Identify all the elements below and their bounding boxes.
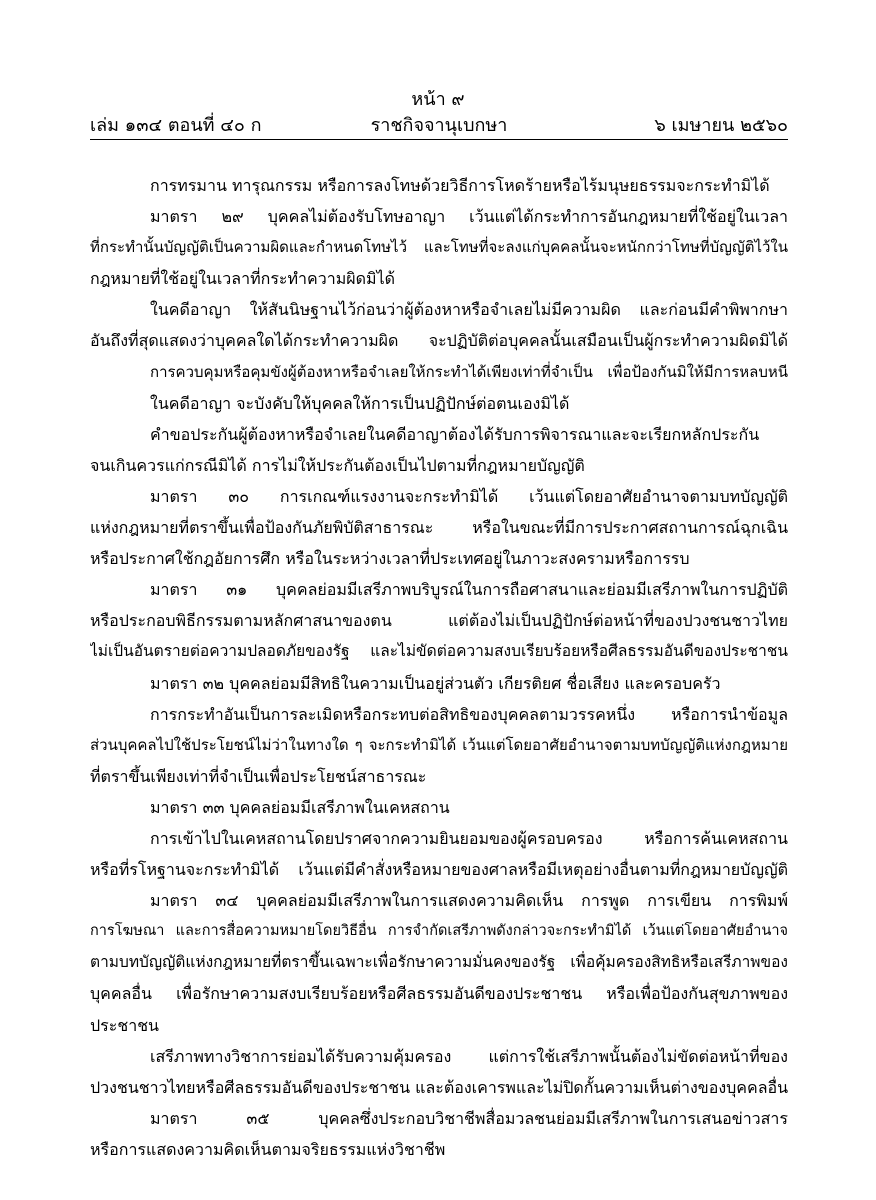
text-line: เสรีภาพทางวิชาการย่อมได้รับความคุ้มครอง แต่การใช้เสรีภาพนั้นต้องไม่ขัดต่อหน้าที่ของ bbox=[150, 1046, 788, 1066]
issue-date: ๖ เมษายน ๒๕๖๐ bbox=[654, 115, 788, 136]
text-line: ในคดีอาญา ให้สันนิษฐานไว้ก่อนว่าผู้ต้องหาหรือจำเลยไม่มีความผิด และก่อนมีคำพิพากษา bbox=[150, 300, 788, 320]
text-line: ตามบทบัญญัติแห่งกฎหมายที่ตราขึ้นเฉพาะเพื่อรักษาความมั่นคงของรัฐ เพื่อคุ้มครองสิทธิหรือเสรีภาพของ bbox=[90, 953, 788, 972]
volume-issue: เล่ม ๑๓๔ ตอนที่ ๔๐ ก bbox=[90, 115, 262, 136]
text-line: บุคคลอื่น เพื่อรักษาความสงบเรียบร้อยหรือศีลธรรมอันดีของประชาชน หรือเพื่อป้องกันสุขภาพของ bbox=[90, 984, 788, 1004]
text-line: หรือประกอบพิธีกรรมตามหลักศาสนาของตน แต่ต้องไม่เป็นปฏิปักษ์ต่อหน้าที่ของปวงชนชาวไทย bbox=[90, 611, 788, 631]
text-line: หรือที่รโหฐานจะกระทำมิได้ เว้นแต่มีคำสั่งหรือหมายของศาลหรือมีเหตุอย่างอื่นตามที่กฎหมายบัญญัติ bbox=[90, 860, 788, 880]
text-line: การโฆษณา และการสื่อความหมายโดยวิธีอื่น การจำกัดเสรีภาพดังกล่าวจะกระทำมิได้ เว้นแต่โดยอาศัยอำนาจ bbox=[90, 923, 788, 940]
text-line: หรือประกาศใช้กฎอัยการศึก หรือในระหว่างเวลาที่ประเทศอยู่ในภาวะสงครามหรือการรบ bbox=[90, 549, 690, 569]
text-line: หรือการแสดงความคิดเห็นตามจริยธรรมแห่งวิชาชีพ bbox=[90, 1139, 446, 1159]
text-line: การเข้าไปในเคหสถานโดยปราศจากความยินยอมของผู้ครอบครอง หรือการค้นเคหสถาน bbox=[150, 828, 788, 848]
section-line: มาตรา ๓๐ การเกณฑ์แรงงานจะกระทำมิได้ เว้นแต่โดยอาศัยอำนาจตามบทบัญญัติ bbox=[150, 486, 788, 506]
gazette-title: ราชกิจจานุเบกษา bbox=[370, 115, 508, 136]
text-line: ไม่เป็นอันตรายต่อความปลอดภัยของรัฐ และไม่ขัดต่อความสงบเรียบร้อยหรือศีลธรรมอันดีของประชาชน bbox=[90, 642, 788, 661]
section-line: มาตรา ๓๕ บุคคลซึ่งประกอบวิชาชีพสื่อมวลชนย่อมมีเสรีภาพในการเสนอข่าวสาร bbox=[150, 1108, 788, 1128]
running-header bbox=[90, 114, 788, 138]
text-line: แห่งกฎหมายที่ตราขึ้นเพื่อป้องกันภัยพิบัติสาธารณะ หรือในขณะที่มีการประกาศสถานการณ์ฉุกเฉิน bbox=[90, 518, 788, 538]
text-line: ที่ตราขึ้นเพียงเท่าที่จำเป็นเพื่อประโยชน์สาธารณะ bbox=[90, 766, 427, 786]
text-line: ประชาชน bbox=[90, 1015, 159, 1035]
section-line: มาตรา ๓๑ บุคคลย่อมมีเสรีภาพบริบูรณ์ในการถือศาสนาและย่อมมีเสรีภาพในการปฏิบัติ bbox=[150, 580, 788, 600]
text-line: กฎหมายที่ใช้อยู่ในเวลาที่กระทำความผิดมิได้ bbox=[90, 269, 395, 289]
text-line: การทรมาน ทารุณกรรม หรือการลงโทษด้วยวิธีการโหดร้ายหรือไร้มนุษยธรรมจะกระทำมิได้ bbox=[150, 176, 770, 195]
page-number: หน้า ๙ bbox=[411, 89, 465, 110]
body-text bbox=[90, 170, 788, 1165]
text-line: การควบคุมหรือคุมขังผู้ต้องหาหรือจำเลยให้กระทำได้เพียงเท่าที่จำเป็น เพื่อป้องกันมิให้มีการหลบหนี bbox=[150, 362, 788, 381]
header-rule bbox=[90, 139, 788, 140]
text-line: ปวงชนชาวไทยหรือศีลธรรมอันดีของประชาชน และต้องเคารพและไม่ปิดกั้นความเห็นต่างของบุคคลอื่น bbox=[90, 1077, 788, 1097]
section-line: มาตรา ๓๒ บุคคลย่อมมีสิทธิในความเป็นอยู่ส่วนตัว เกียรติยศ ชื่อเสียง และครอบครัว bbox=[150, 673, 721, 693]
section-line: มาตรา ๒๙ บุคคลไม่ต้องรับโทษอาญา เว้นแต่ได้กระทำการอันกฎหมายที่ใช้อยู่ในเวลา bbox=[150, 207, 788, 227]
text-line: จนเกินควรแก่กรณีมิได้ การไม่ให้ประกันต้องเป็นไปตามที่กฎหมายบัญญัติ bbox=[90, 455, 585, 475]
text-line: อันถึงที่สุดแสดงว่าบุคคลใดได้กระทำความผิด จะปฏิบัติต่อบุคคลนั้นเสมือนเป็นผู้กระทำความผิดมิได้ bbox=[90, 331, 788, 351]
section-line: มาตรา ๓๔ บุคคลย่อมมีเสรีภาพในการแสดงความคิดเห็น การพูด การเขียน การพิมพ์ bbox=[150, 891, 788, 911]
text-line: ส่วนบุคคลไปใช้ประโยชน์ไม่ว่าในทางใด ๆ จะกระทำมิได้ เว้นแต่โดยอาศัยอำนาจตามบทบัญญัติแห่งกฎหมาย bbox=[90, 735, 788, 754]
text-line: ที่กระทำนั้นบัญญัติเป็นความผิดและกำหนดโทษไว้ และโทษที่จะลงแก่บุคคลนั้นจะหนักกว่าโทษที่บัญญัติไว้ใน bbox=[90, 238, 788, 257]
section-line: มาตรา ๓๓ บุคคลย่อมมีเสรีภาพในเคหสถาน bbox=[150, 797, 450, 817]
text-line: ในคดีอาญา จะบังคับให้บุคคลให้การเป็นปฏิปักษ์ต่อตนเองมิได้ bbox=[150, 393, 570, 413]
text-line: คำขอประกันผู้ต้องหาหรือจำเลยในคดีอาญาต้องได้รับการพิจารณาและจะเรียกหลักประกัน bbox=[150, 424, 760, 444]
text-line: การกระทำอันเป็นการละเมิดหรือกระทบต่อสิทธิของบุคคลตามวรรคหนึ่ง หรือการนำข้อมูล bbox=[150, 704, 788, 724]
